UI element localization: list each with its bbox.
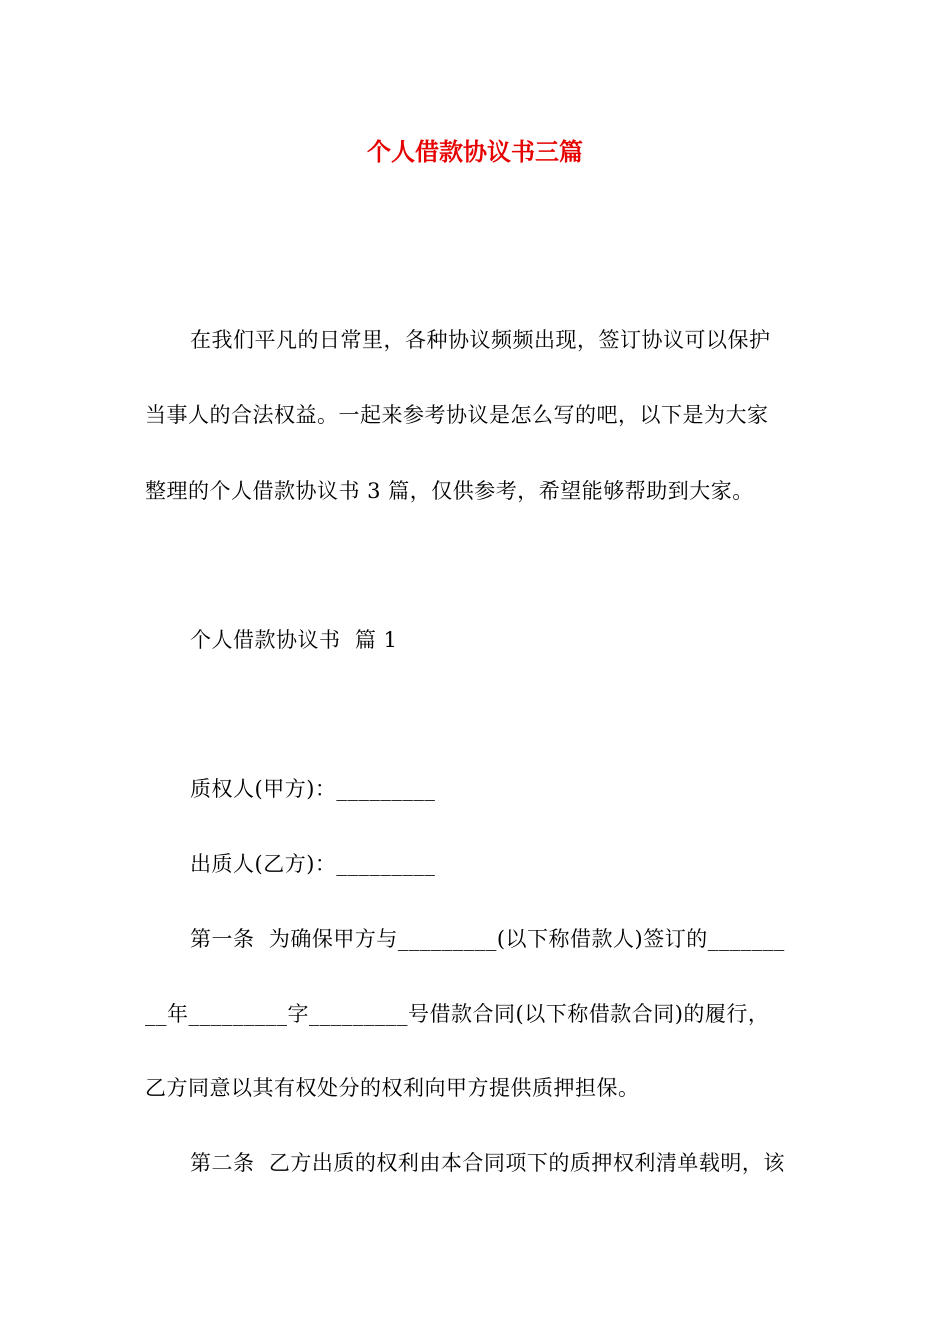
section-heading: 个人借款协议书 篇 1 xyxy=(190,628,398,652)
intro-line-3: 整理的个人借款协议书 3 篇，仅供参考，希望能够帮助到大家。 xyxy=(145,479,754,503)
pledgor-line: 出质人(乙方)：_________ xyxy=(190,852,436,876)
pledgee-line: 质权人(甲方)：_________ xyxy=(190,777,436,801)
article-1-line-3: 乙方同意以其有权处分的权利向甲方提供质押担保。 xyxy=(145,1076,640,1100)
document-title: 个人借款协议书三篇 xyxy=(367,137,583,166)
article-1-line-1: 第一条 为确保甲方与_________(以下称借款人)签订的_______ xyxy=(190,927,785,951)
article-2-line-1: 第二条 乙方出质的权利由本合同项下的质押权利清单载明，该 xyxy=(190,1151,785,1175)
article-1-line-2: __年_________字_________号借款合同(以下称借款合同)的履行， xyxy=(145,1002,770,1026)
intro-line-2: 当事人的合法权益。一起来参考协议是怎么写的吧，以下是为大家 xyxy=(145,403,769,427)
intro-line-1: 在我们平凡的日常里，各种协议频频出现，签订协议可以保护 xyxy=(190,328,771,352)
